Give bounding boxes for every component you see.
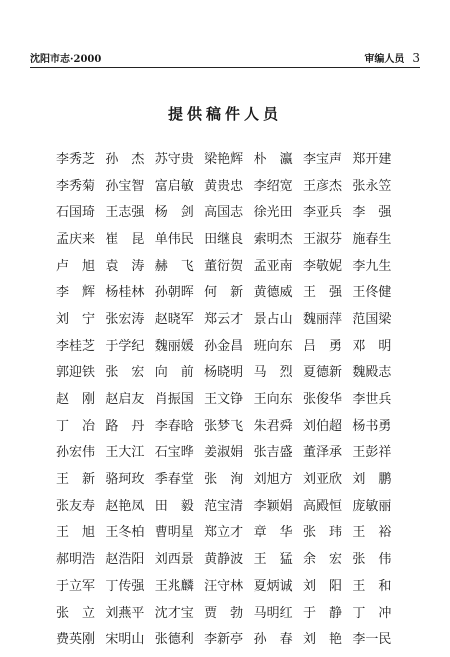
- contributor-name: 李桂芝: [56, 338, 96, 354]
- contributor-name: 崔昆: [105, 231, 158, 247]
- name-row: [56, 224, 402, 251]
- name-row: [56, 197, 405, 224]
- contributor-name: 李春晗: [154, 418, 194, 434]
- contributor-list: [56, 144, 405, 651]
- contributor-name: 李世兵: [352, 392, 392, 408]
- name-row: [56, 464, 405, 491]
- contributor-name: 卢旭: [56, 258, 109, 274]
- contributor-name: 路丹: [105, 418, 158, 434]
- contributor-name: 汪守林: [204, 578, 244, 594]
- contributor-name: 张永笠: [352, 178, 392, 194]
- contributor-name: 董衍贺: [204, 258, 244, 274]
- contributor-name: 王彦杰: [302, 178, 342, 194]
- contributor-name: 沈才宝: [154, 605, 194, 621]
- contributor-name: 李敬妮: [302, 258, 342, 274]
- contributor-name: 孙宝智: [105, 178, 145, 194]
- contributor-name: 苏守贵: [154, 151, 194, 167]
- contributor-name: 孙金昌: [204, 338, 244, 354]
- contributor-name: 王和: [352, 578, 405, 594]
- contributor-name: 丁传强: [105, 578, 145, 594]
- name-row: [56, 438, 402, 465]
- contributor-name: 杨桂林: [105, 285, 145, 301]
- contributor-name: 张洵: [204, 472, 257, 488]
- contributor-name: 张梦飞: [204, 418, 244, 434]
- contributor-name: 吕勇: [302, 338, 355, 354]
- contributor-name: 刘宁: [56, 311, 109, 327]
- contributor-name: 刘阳: [302, 578, 355, 594]
- contributor-name: 石宝晔: [154, 445, 194, 461]
- contributor-name: 姜淑娟: [204, 445, 244, 461]
- name-row: [56, 491, 402, 518]
- contributor-name: 李亚兵: [302, 205, 342, 221]
- contributor-name: 刘燕平: [105, 605, 145, 621]
- contributor-name: 肖振国: [154, 392, 194, 408]
- contributor-name: 王文铮: [204, 392, 244, 408]
- contributor-name: 马烈: [253, 365, 306, 381]
- contributor-name: 郑开建: [352, 151, 392, 167]
- contributor-name: 夏德新: [302, 365, 342, 381]
- contributor-name: 庞敏丽: [352, 498, 392, 514]
- contributor-name: 赵艳凤: [105, 498, 145, 514]
- name-row: [56, 571, 405, 598]
- contributor-name: 王彭祥: [352, 445, 392, 461]
- name-row: [56, 277, 402, 304]
- contributor-name: 张玮: [302, 525, 355, 541]
- contributor-name: 丁冲: [352, 605, 405, 621]
- contributor-name: 何新: [204, 285, 257, 301]
- contributor-name: 朴瀛: [253, 151, 306, 167]
- contributor-name: 黄德威: [253, 285, 293, 301]
- contributor-name: 班向东: [253, 338, 293, 354]
- contributor-name: 魏丽媛: [154, 338, 194, 354]
- contributor-name: 孟庆来: [56, 231, 96, 247]
- contributor-name: 李秀芝: [56, 151, 96, 167]
- contributor-name: 余宏: [302, 552, 355, 568]
- contributor-name: 王兆麟: [154, 578, 194, 594]
- contributor-name: 王旭: [56, 525, 109, 541]
- page-title: 提供稿件人员: [167, 105, 282, 123]
- contributor-name: 张宏: [105, 365, 158, 381]
- contributor-name: 李强: [352, 205, 405, 221]
- contributor-name: 李新亭: [204, 632, 244, 648]
- contributor-name: 田毅: [154, 498, 207, 514]
- contributor-name: 王向东: [253, 392, 293, 408]
- contributor-name: 孙春: [253, 632, 306, 648]
- contributor-name: 马明红: [253, 605, 293, 621]
- contributor-name: 刘西景: [154, 552, 194, 568]
- contributor-name: 张伟: [352, 552, 405, 568]
- contributor-name: 向前: [154, 365, 207, 381]
- contributor-name: 孟亚南: [253, 258, 293, 274]
- contributor-name: 郑立才: [204, 525, 244, 541]
- contributor-name: 李九生: [352, 258, 392, 274]
- header-section-title: 审编人员: [364, 54, 405, 65]
- contributor-name: 范宝清: [204, 498, 244, 514]
- contributor-name: 刘艳: [302, 632, 355, 648]
- contributor-name: 孙朝晖: [154, 285, 194, 301]
- contributor-name: 邓明: [352, 338, 405, 354]
- contributor-name: 赵浩阳: [105, 552, 145, 568]
- contributor-name: 李秀菊: [56, 178, 96, 194]
- contributor-name: 索明杰: [253, 231, 293, 247]
- contributor-name: 董泽承: [302, 445, 342, 461]
- contributor-name: 杨书勇: [352, 418, 392, 434]
- name-row: [56, 518, 405, 545]
- contributor-name: 景占山: [253, 311, 293, 327]
- contributor-name: 刘鹏: [352, 472, 405, 488]
- contributor-name: 孙宏伟: [56, 445, 96, 461]
- contributor-name: 夏炳诚: [253, 578, 293, 594]
- contributor-name: 杨剑: [154, 205, 207, 221]
- contributor-name: 王强: [302, 285, 355, 301]
- contributor-name: 郝明浩: [56, 552, 96, 568]
- contributor-name: 田继良: [204, 231, 244, 247]
- contributor-name: 王冬柏: [105, 525, 145, 541]
- contributor-name: 石国琦: [56, 205, 96, 221]
- contributor-name: 高殿恒: [302, 498, 342, 514]
- contributor-name: 郑云才: [204, 311, 244, 327]
- contributor-name: 徐光田: [253, 205, 293, 221]
- header-book-title: 沈阳市志·2000: [30, 54, 102, 65]
- contributor-name: 刘伯超: [302, 418, 342, 434]
- contributor-name: 张友寿: [56, 498, 96, 514]
- contributor-name: 刘亚欣: [302, 472, 342, 488]
- contributor-name: 季春堂: [154, 472, 194, 488]
- name-row: [56, 384, 402, 411]
- contributor-name: 朱君舜: [253, 418, 293, 434]
- contributor-name: 王裕: [352, 525, 405, 541]
- contributor-name: 李一民: [352, 632, 392, 648]
- contributor-name: 孙杰: [105, 151, 158, 167]
- contributor-name: 袁涛: [105, 258, 158, 274]
- name-row: [56, 304, 402, 331]
- contributor-name: 高国志: [204, 205, 244, 221]
- name-row: [56, 598, 405, 625]
- contributor-name: 王大江: [105, 445, 145, 461]
- contributor-name: 张俊华: [302, 392, 342, 408]
- contributor-name: 张立: [56, 605, 109, 621]
- contributor-name: 王志强: [105, 205, 145, 221]
- contributor-name: 王新: [56, 472, 109, 488]
- contributor-name: 赵启友: [105, 392, 145, 408]
- name-row: [56, 411, 402, 438]
- contributor-name: 章华: [253, 525, 306, 541]
- contributor-name: 黄静波: [204, 552, 244, 568]
- header-section: [364, 50, 420, 65]
- contributor-name: 张宏涛: [105, 311, 145, 327]
- name-row: [56, 251, 402, 278]
- name-row: [56, 171, 402, 198]
- contributor-name: 李绍宽: [253, 178, 293, 194]
- contributor-name: 郭迎铁: [56, 365, 96, 381]
- contributor-name: 范国梁: [352, 311, 392, 327]
- contributor-name: 李颖娟: [253, 498, 293, 514]
- contributor-name: 张吉盛: [253, 445, 293, 461]
- contributor-name: 单伟民: [154, 231, 194, 247]
- name-row: [56, 144, 402, 171]
- contributor-name: 张德利: [154, 632, 194, 648]
- contributor-name: 赫飞: [154, 258, 207, 274]
- header-rule: [30, 67, 420, 68]
- contributor-name: 李辉: [56, 285, 109, 301]
- contributor-name: 杨晓明: [204, 365, 244, 381]
- contributor-name: 李宝声: [302, 151, 342, 167]
- page-number: 3: [412, 51, 420, 65]
- contributor-name: 丁冶: [56, 418, 109, 434]
- contributor-name: 费英刚: [56, 632, 96, 648]
- name-row: [56, 331, 405, 358]
- contributor-name: 王淑芬: [302, 231, 342, 247]
- contributor-name: 黄贵忠: [204, 178, 244, 194]
- name-row: [56, 624, 402, 651]
- name-row: [56, 544, 405, 571]
- contributor-name: 魏殿志: [352, 365, 392, 381]
- contributor-name: 宋明山: [105, 632, 145, 648]
- contributor-name: 贾勃: [204, 605, 257, 621]
- running-header: [30, 50, 420, 68]
- contributor-name: 于静: [302, 605, 355, 621]
- contributor-name: 曹明星: [154, 525, 194, 541]
- contributor-name: 刘旭方: [253, 472, 293, 488]
- contributor-name: 富启敏: [154, 178, 194, 194]
- contributor-name: 王猛: [253, 552, 306, 568]
- contributor-name: 施春生: [352, 231, 392, 247]
- contributor-name: 于学纪: [105, 338, 145, 354]
- contributor-name: 骆珂玫: [105, 472, 145, 488]
- contributor-name: 于立军: [56, 578, 96, 594]
- name-row: [56, 358, 402, 385]
- contributor-name: 王佟健: [352, 285, 392, 301]
- contributor-name: 赵晓军: [154, 311, 194, 327]
- contributor-name: 赵刚: [56, 392, 109, 408]
- contributor-name: 梁艳辉: [204, 151, 244, 167]
- contributor-name: 魏丽萍: [302, 311, 342, 327]
